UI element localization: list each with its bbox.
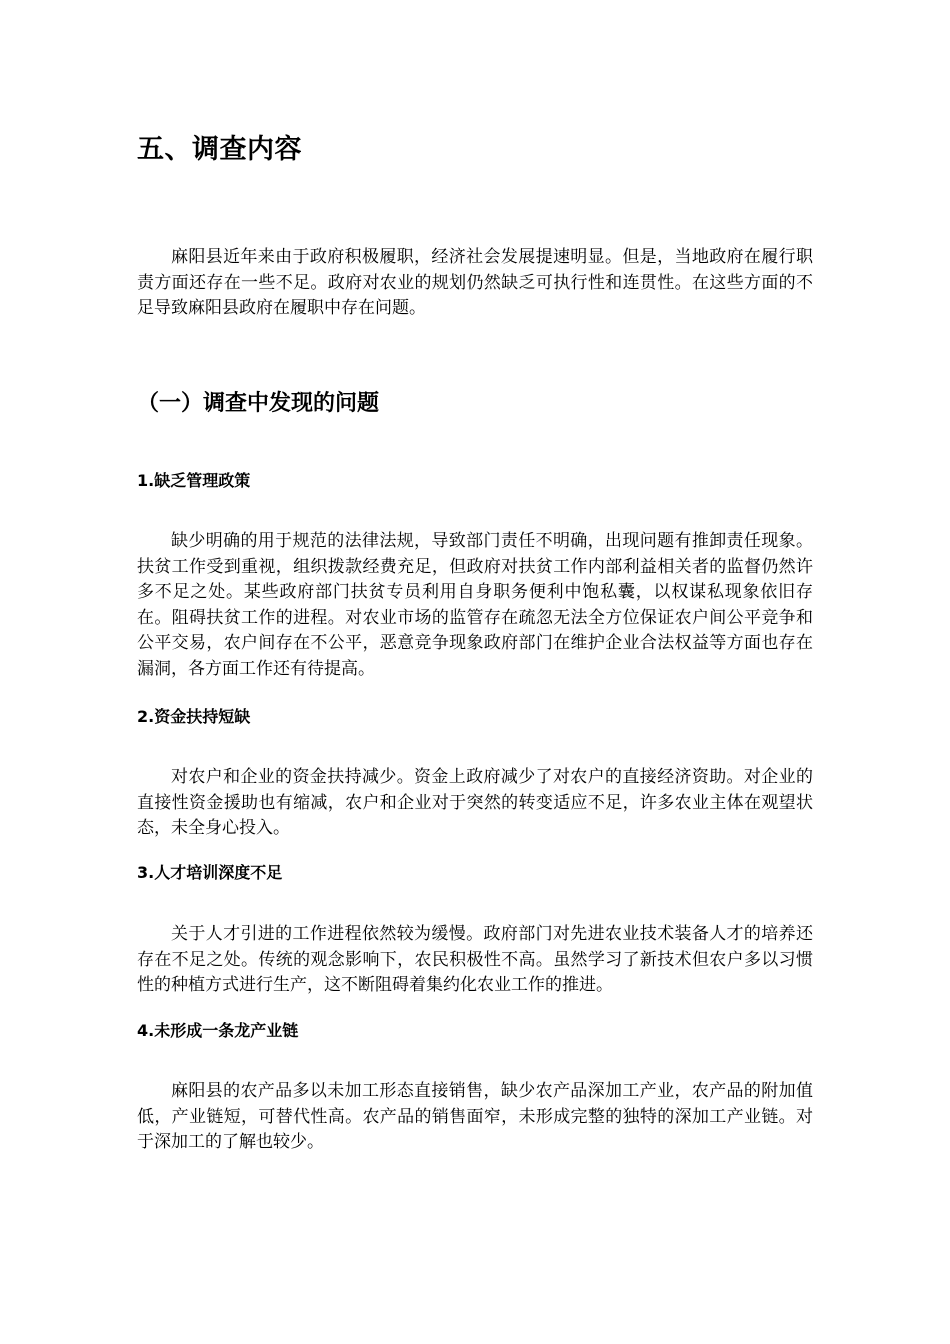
item-paragraph-3: 关于人才引进的工作进程依然较为缓慢。政府部门对先进农业技术装备人才的培养还存在不足之处。传统的观念影响下，农民积极性不高。虽然学习了新技术但农户多以习惯性的种植方式进行生产，这不断阻碍着集约化农业工作的推进。 [137, 924, 813, 995]
section-heading: 五、调查内容 [137, 134, 302, 165]
item-paragraph-2: 对农户和企业的资金扶持减少。资金上政府减少了对农户的直接经济资助。对企业的直接性资金援助也有缩减，农户和企业对于突然的转变适应不足，许多农业主体在观望状态，未全身心投入。 [137, 767, 813, 838]
item-heading-1: 1.缺乏管理政策 [137, 471, 251, 490]
item-heading-3: 3.人才培训深度不足 [137, 863, 283, 882]
intro-paragraph: 麻阳县近年来由于政府积极履职，经济社会发展提速明显。但是，当地政府在履行职责方面还存在一些不足。政府对农业的规划仍然缺乏可执行性和连贯性。在这些方面的不足导致麻阳县政府在履职中存在问题。 [137, 247, 813, 318]
item-heading-4: 4.未形成一条龙产业链 [137, 1021, 299, 1040]
subsection-heading: （一）调查中发现的问题 [137, 391, 380, 416]
item-paragraph-1: 缺少明确的用于规范的法律法规，导致部门责任不明确，出现问题有推卸责任现象。扶贫工作受到重视，组织拨款经费充足，但政府对扶贫工作内部利益相关者的监督仍然许多不足之处。某些政府部门扶贫专员利用自身职务便利中饱私囊，以权谋私现象依旧存在。阻碍扶贫工作的进程。对农业市场的监管存在疏忽无法全方位保证农户间公平竞争和公平交易，农户间存在不公平，恶意竞争现象政府部门在维护企业合法权益等方面也存在漏洞，各方面工作还有待提高。 [137, 531, 813, 679]
item-heading-2: 2.资金扶持短缺 [137, 707, 251, 726]
item-paragraph-4: 麻阳县的农产品多以未加工形态直接销售，缺少农产品深加工产业，农产品的附加值低，产业链短，可替代性高。农产品的销售面窄，未形成完整的独特的深加工产业链。对于深加工的了解也较少。 [137, 1081, 813, 1152]
